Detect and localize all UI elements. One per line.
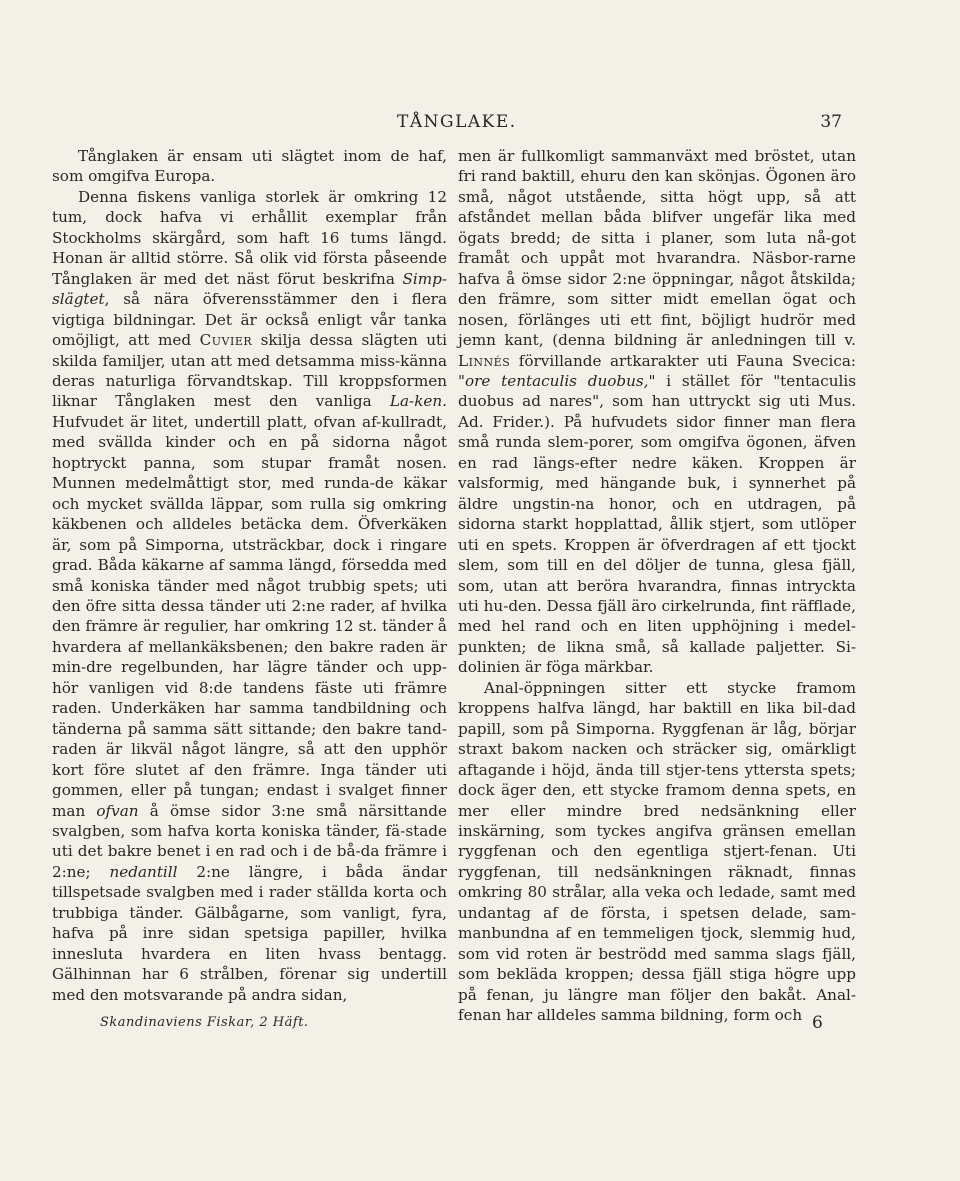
paragraph: Denna fiskens vanliga storlek är omkring 12 tum, dock hafva vi erhållit exemplar från Stockholms skärgård, som haft 16 tums längd. Honan är alltid större. Så olik vid första påseende Tånglaken är med det näst förut beskrifna Simp-slägtet, så nära öfverensstämmer den i flera vigtiga bildningar. Det är också enligt vår tanka omöjligt, att med Cuvier skilja dessa slägten uti skilda familjer, utan att med detsamma miss-känna deras naturliga förvandtskap. Till kroppsformen liknar Tånglaken mest den vanliga La-ken. Hufvudet är litet, undertill platt, ofvan af-kullradt, med svällda kinder och en på sidorna något hoptryckt panna, som stupar framåt nosen. Munnen medelmåttigt stor, med runda-de käkar och mycket svällda läppar, som rulla sig omkring käkbenen och alldeles betäcka dem. Öfverkäken är, som på Simporna, utsträckbar, dock i ringare grad. Båda käkarne af samma längd, försedda med små koniska tänder med något trubbig spets; uti den öfre sitta dessa tänder uti 2:ne rader, af hvilka den främre är regulier, har omkring 12 st. tänder å hvardera af mellankäksbenen; den bakre raden är min-dre regelbunden, har lägre tänder och upp-hör vanligen vid 8:de tandens fäste uti främre raden. Underkäken har samma tandbildning och tänderna på samma sätt sittande; den bakre tand-raden är likväl något längre, så att den upphör kort före slutet af den främre. Inga tänder uti gommen, eller på tungan; endast i svalget finner man ofvan å ömse sidor 3:ne små närsittande svalgben, som hafva korta koniska tänder, fä-stade uti det bakre benet i en rad och i de bå-da främre i 2:ne; nedantill 2:ne längre, i båda ändar tillspetsade svalgben med i rader ställda korta och trubbiga tänder. Gälbågarne, som vanligt, fyra, hafva på inre sidan spetsiga papiller, hvilka inneslutа hvardera en liten hvass bentagg. Gälhinnan har 6 strålben, förenar sig undertill med den motsvarande på andra sidan, [52,187,448,1004]
page-header [52,112,842,136]
page-number: 37 [820,112,842,132]
signature-line: Skandinaviens Fiskar, 2 Häft. [100,1015,309,1030]
author-name: Linnés [458,351,511,370]
running-title: TÅNGLAKE. [397,112,517,132]
left-column [52,146,447,1005]
species-name: La-ken. [389,392,447,411]
quoted-character: "ore tentaculis duobus," [458,371,656,390]
author-name: Cuvier [199,331,253,350]
right-column [458,146,856,1025]
emphasis-word: nedantill [109,862,178,881]
paragraph: Anal-öppningen sitter ett stycke framom kroppens halfva längd, har baktill en lika bil-dad papill, som på Simporna. Ryggfenan är låg, börjar straxt bakom nacken och sträcker sig, omärkligt aftagande i höjd, ända till stjer-tens yttersta spets; dock äger den, ett stycke framom denna spets, en mer eller mindre bred nedsänkning eller inskärning, som tyckes angifva gränsen emellan ryggfenan och den egentliga stjert-fenan. Uti ryggfenan, till nedsänkningen räknadt, finnas omkring 80 strålar, alla veka och ledade, samt med undantag af de första, i spetsen delade, sam-manbundna af en temmeligen tjock, slemmig hud, som vid roten är beströdd med samma slags fjäll, som bekläda kroppen; dessa fjäll stiga högre upp på fenan, ju längre man följer den bakåt. Anal-fenan har alldeles samma bildning, form och [458,678,856,1025]
paragraph: Tånglaken är ensam uti slägtet inom de haf, som omgifva Europa. [52,147,447,186]
genus-name: Simp-slägtet [52,269,447,309]
paragraph: men är fullkomligt sammanväxt med bröstet, utan fri rand baktill, ehuru den kan skönjas. Ögonen äro små, något utstående, sitta högt upp, så att afståndet mellan båda blifver ungefär lika med ögats bredd; de sitta i planer, som luta nå-got framåt och uppåt mot hvarandra. Näsbor-rarne hafva å ömse sidor 2:ne öppningar, något åtskilda; den främre, som sitter midt emellan ögat och nosen, förlänges uti ett fint, böjligt hudrör med jemn kant, (denna bildning är anledningen till v. Linnés förvillande artkarakter uti Fauna Svecica: "ore tentaculis duobus," i stället för "tentaculis duobus ad nares", som han uttryckt sig uti Mus. Ad. Frider.). På hufvudets sidor finner man flera små runda slem-porer, som omgifva ögonen, äfven en rad längs-efter nedre käken. Kroppen är valsformig, med hängande buk, i synnerhet på äldre ungstin-na honor, och en utdragen, på sidorna starkt hopplattad, ållik stjert, som utlöper uti en spets. Kroppen är öfverdragen af ett tjockt slem, som till en del döljer de tunna, glesa fjäll, som, utan att beröra hvarandra, finnas intryckta uti hu-den. Dessa fjäll äro cirkelrunda, fint räfflade, med hel rand och en liten upphöjning i medel-punkten; de likna små, så kallade paljetter. Si-dolinien är föga märkbar. [458,147,857,677]
emphasis-word: ofvan [96,801,139,820]
signature-mark: 6 [812,1013,823,1033]
